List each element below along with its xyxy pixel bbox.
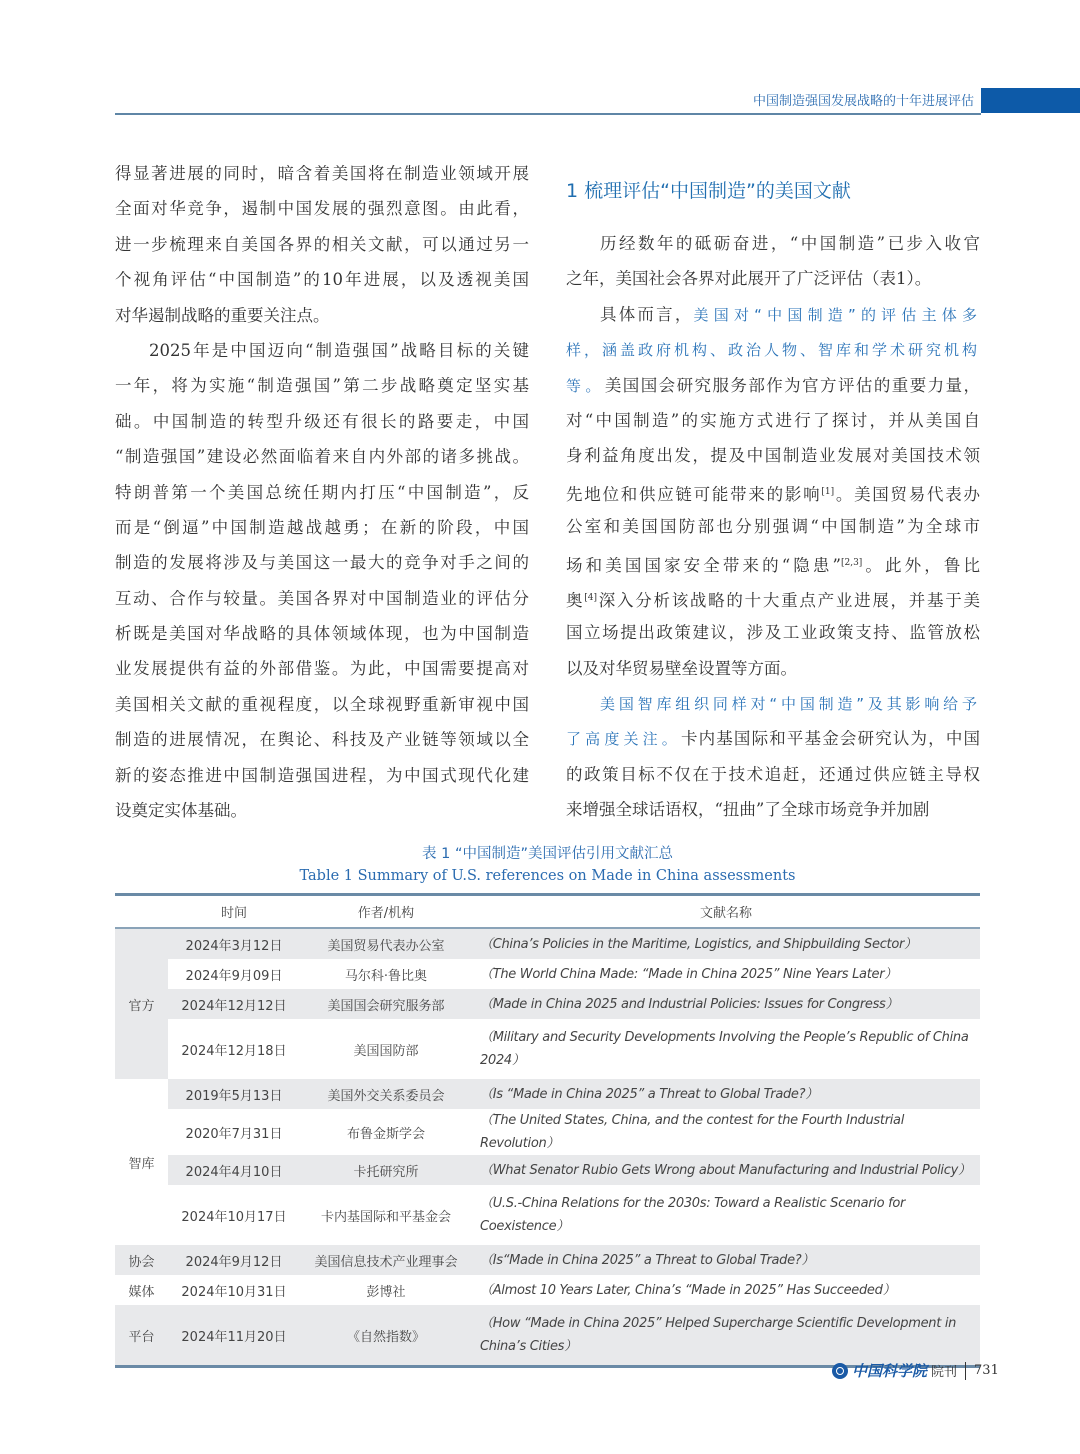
body-text: 特朗普第一个美国总统任期内打压“中国制造”，反 bbox=[115, 482, 529, 502]
paragraph-line bbox=[566, 265, 980, 300]
date-cell: 2024年3月12日 bbox=[168, 928, 300, 959]
header-rule bbox=[115, 113, 981, 115]
body-text: 之年，美国社会各界对此展开了广泛评估（表1）。 bbox=[566, 269, 932, 289]
body-text: 析既是美国对华战略的具体领域体现，也为中国制造 bbox=[115, 624, 529, 644]
author-cell: 美国外交关系委员会 bbox=[300, 1079, 472, 1109]
paragraph-line bbox=[566, 549, 980, 584]
paragraph-line bbox=[115, 797, 529, 832]
table-row bbox=[115, 989, 980, 1019]
header-category bbox=[115, 895, 168, 929]
paragraph-line bbox=[566, 690, 980, 725]
author-cell: 卡内基国际和平基金会 bbox=[320, 1209, 451, 1225]
footer-divider bbox=[965, 1362, 966, 1380]
paragraph-line bbox=[566, 478, 980, 513]
paragraph-line bbox=[115, 266, 529, 301]
date-cell: 2024年10月17日 bbox=[181, 1209, 287, 1225]
body-text: 场和美国国家安全带来的“隐患” bbox=[566, 555, 841, 575]
page-footer bbox=[832, 1360, 999, 1381]
author-cell: 布鲁金斯学会 bbox=[346, 1126, 425, 1142]
body-text: 。美国贸易代表办 bbox=[834, 484, 981, 504]
paragraph-line bbox=[566, 336, 980, 371]
body-text: 的政策目标不仅在于技术追赶，还通过供应链主导权 bbox=[566, 764, 980, 784]
paragraph-line bbox=[115, 585, 529, 620]
paragraph-line bbox=[115, 691, 529, 726]
paragraph-line bbox=[115, 655, 529, 690]
author-cell: 美国贸易代表办公室 bbox=[300, 928, 472, 959]
body-text: 进一步梳理来自美国各界的相关文献，可以通过另一 bbox=[115, 234, 529, 254]
body-text: 身利益角度出发，提及中国制造业发展对美国技术领 bbox=[566, 446, 980, 466]
title-cell: （Made in China 2025 and Industrial Policies: Issues for Congress） bbox=[472, 989, 980, 1019]
title-cell: （China’s Policies in the Maritime, Logistics, and Shipbuilding Sector） bbox=[472, 928, 980, 959]
body-text: 美国国会研究服务部作为官方评估的重要力量， bbox=[604, 375, 980, 395]
body-text: 一年，将为实施“制造强国”第二步战略奠定坚实基 bbox=[115, 376, 529, 396]
body-text: 卡内基国际和平基金会研究认为，中国 bbox=[680, 729, 980, 749]
highlighted-text: 等。 bbox=[566, 376, 605, 395]
table-row bbox=[115, 1305, 980, 1367]
title-cell: （The World China Made: “Made in China 2025” Nine Years Later） bbox=[480, 966, 897, 982]
body-text: 制造的发展将涉及与美国这一最大的竞争对手之间的 bbox=[115, 553, 529, 573]
paragraph-line bbox=[566, 301, 980, 336]
right-text-column bbox=[566, 230, 980, 832]
highlighted-text: 了高度关注。 bbox=[566, 730, 681, 749]
title-cell: （U.S.-China Relations for the 2030s: Toward a Realistic Scenario for Coexistence） bbox=[480, 1196, 906, 1234]
paragraph-line bbox=[115, 160, 529, 195]
body-text: 奥 bbox=[566, 590, 585, 610]
left-text-column bbox=[115, 160, 529, 832]
header-color-bar bbox=[981, 88, 1080, 113]
category-cell: 智库 bbox=[128, 1156, 155, 1172]
section-title: 1 梳理评估“中国制造”的美国文献 bbox=[566, 180, 851, 202]
paragraph-line bbox=[566, 584, 980, 619]
title-cell: （The United States, China, and the contest for the Fourth Industrial Revolution） bbox=[480, 1113, 905, 1151]
paragraph-line bbox=[115, 479, 529, 514]
title-cell: （Is“Made in China 2025” a Threat to Global Trade?） bbox=[472, 1245, 980, 1275]
body-text: 互动、合作与较量。美国各界对中国制造业的评估分 bbox=[115, 588, 529, 608]
paragraph-line bbox=[566, 619, 980, 654]
title-cell: （Is “Made in China 2025” a Threat to Global Trade?） bbox=[472, 1079, 980, 1109]
table-row bbox=[115, 1155, 980, 1185]
paragraph-line bbox=[115, 231, 529, 266]
table-header-row bbox=[115, 895, 980, 929]
table-row bbox=[115, 1275, 980, 1305]
paragraph-line bbox=[566, 725, 980, 760]
date-cell: 2024年12月18日 bbox=[181, 1043, 287, 1059]
body-text: 而是“倒逼”中国制造越战越勇；在新的阶段，中国 bbox=[115, 517, 529, 537]
paragraph-line bbox=[115, 408, 529, 443]
date-cell: 2024年10月31日 bbox=[181, 1284, 287, 1300]
citation-ref: [1] bbox=[821, 486, 835, 497]
table-caption-cn: 表 1 “中国制造”美国评估引用文献汇总 bbox=[422, 846, 673, 862]
body-text: 2025年是中国迈向“制造强国”战略目标的关键 bbox=[149, 340, 529, 360]
table-row bbox=[115, 1019, 980, 1079]
title-cell: （Military and Security Developments Involving the People’s Republic of China 2024） bbox=[480, 1030, 969, 1068]
paragraph-line bbox=[566, 230, 980, 265]
paragraph-line bbox=[566, 372, 980, 407]
author-cell: 彭博社 bbox=[366, 1284, 406, 1300]
body-text: 全面对华竞争，遏制中国发展的强烈意图。由此看， bbox=[115, 199, 529, 219]
date-cell: 2024年9月09日 bbox=[185, 968, 283, 984]
body-text: 业发展提供有益的外部借鉴。为此，中国需要提高对 bbox=[115, 659, 529, 679]
paragraph-line bbox=[115, 726, 529, 761]
paragraph-line bbox=[566, 442, 980, 477]
highlighted-text: 样，涵盖政府机构、政治人物、智库和学术研究机构 bbox=[566, 341, 981, 360]
cas-emblem-icon bbox=[832, 1363, 848, 1379]
category-cell: 媒体 bbox=[128, 1284, 155, 1300]
date-cell: 2024年4月10日 bbox=[168, 1155, 300, 1185]
paragraph-line bbox=[566, 513, 980, 548]
body-text: 对“中国制造”的实施方式进行了探讨，并从美国自 bbox=[566, 410, 980, 430]
date-cell: 2024年11月20日 bbox=[168, 1305, 300, 1367]
paragraph-line bbox=[115, 549, 529, 584]
date-cell: 2019年5月13日 bbox=[168, 1079, 300, 1109]
citation-ref: [2,3] bbox=[840, 557, 863, 568]
paragraph-line bbox=[115, 195, 529, 230]
paragraph-line bbox=[115, 372, 529, 407]
body-text: 深入分析该战略的十大重点产业进展，并基于美 bbox=[597, 590, 981, 610]
table-row bbox=[115, 1109, 980, 1155]
body-text: 新的姿态推进中国制造强国进程，为中国式现代化建 bbox=[115, 765, 529, 785]
page-number: 731 bbox=[974, 1363, 999, 1378]
title-cell: （What Senator Rubio Gets Wrong about Manufacturing and Industrial Policy） bbox=[472, 1155, 980, 1185]
highlighted-text: 美国对“中国制造”的评估主体多 bbox=[693, 305, 981, 324]
table-row bbox=[115, 928, 980, 959]
header-title: 文献名称 bbox=[472, 895, 980, 929]
title-cell: （Almost 10 Years Later, China’s “Made in 2025” Has Succeeded） bbox=[480, 1282, 896, 1298]
header-date: 时间 bbox=[168, 895, 300, 929]
author-cell: 美国信息技术产业理事会 bbox=[300, 1245, 472, 1275]
body-text: 个视角评估“中国制造”的10年进展，以及透视美国 bbox=[115, 270, 529, 290]
category-cell: 协会 bbox=[115, 1245, 168, 1275]
citation-ref: [4] bbox=[584, 592, 597, 603]
journal-name: 院刊 bbox=[931, 1365, 958, 1380]
paragraph-line bbox=[115, 514, 529, 549]
paragraph-line bbox=[115, 620, 529, 655]
body-text: 具体而言， bbox=[600, 304, 694, 324]
paragraph-line bbox=[566, 655, 980, 690]
body-text: 先地位和供应链可能带来的影响 bbox=[566, 484, 822, 504]
author-cell: 美国国防部 bbox=[353, 1043, 419, 1059]
references-table bbox=[115, 893, 980, 1368]
table-row bbox=[115, 1079, 980, 1109]
category-cell: 平台 bbox=[115, 1305, 168, 1367]
body-text: 美国相关文献的重视程度，以全球视野重新审视中国 bbox=[115, 694, 529, 714]
paragraph-line bbox=[566, 796, 980, 831]
body-text: 制造的进展情况，在舆论、科技及产业链等领域以全 bbox=[115, 730, 529, 750]
paragraph-line bbox=[115, 302, 529, 337]
body-text: 历经数年的砥砺奋进，“中国制造”已步入收官 bbox=[600, 234, 980, 253]
date-cell: 2024年12月12日 bbox=[168, 989, 300, 1019]
body-text: 以及对华贸易壁垒设置等方面。 bbox=[566, 658, 797, 678]
header-author: 作者/机构 bbox=[300, 895, 472, 929]
paragraph-line bbox=[115, 443, 529, 478]
paragraph-line bbox=[115, 762, 529, 797]
body-text: 对华遏制战略的重要关注点。 bbox=[115, 305, 330, 325]
paragraph-line bbox=[566, 761, 980, 796]
author-cell: 卡托研究所 bbox=[300, 1155, 472, 1185]
body-text: 公室和美国国防部也分别强调“中国制造”为全球市 bbox=[566, 517, 980, 537]
body-text: “制造强国”建设必然面临着来自内外部的诸多挑战。 bbox=[115, 447, 529, 467]
author-cell: 《自然指数》 bbox=[300, 1305, 472, 1367]
author-cell: 马尔科·鲁比奥 bbox=[344, 968, 428, 984]
table-row bbox=[115, 959, 980, 989]
table-caption-en: Table 1 Summary of U.S. references on Made in China assessments bbox=[299, 868, 796, 884]
body-text: 。此外，鲁比 bbox=[862, 555, 980, 575]
running-head: 中国制造强国发展战略的十年进展评估 bbox=[752, 94, 974, 109]
table-row bbox=[115, 1185, 980, 1245]
paragraph-line bbox=[115, 337, 529, 372]
date-cell: 2024年9月12日 bbox=[168, 1245, 300, 1275]
category-cell: 官方 bbox=[115, 928, 168, 1079]
table-row bbox=[115, 1245, 980, 1275]
body-text: 设奠定实体基础。 bbox=[115, 801, 247, 821]
body-text: 来增强全球话语权，“扭曲”了全球市场竞争并加剧 bbox=[566, 800, 930, 820]
highlighted-text: 美国智库组织同样对“中国制造”及其影响给予 bbox=[600, 695, 980, 714]
title-cell: （How “Made in China 2025” Helped Supercharge Scientific Development in China’s Cities） bbox=[472, 1305, 980, 1367]
paragraph-line bbox=[566, 407, 980, 442]
body-text: 国立场提出政策建议，涉及工业政策支持、监管放松 bbox=[566, 623, 980, 643]
author-cell: 美国国会研究服务部 bbox=[300, 989, 472, 1019]
body-text: 础。中国制造的转型升级还有很长的路要走，中国 bbox=[115, 411, 529, 431]
body-text: 得显著进展的同时，暗含着美国将在制造业领域开展 bbox=[115, 164, 529, 183]
cas-logo-text: 中国科学院 bbox=[852, 1362, 928, 1380]
date-cell: 2020年7月31日 bbox=[185, 1126, 283, 1142]
